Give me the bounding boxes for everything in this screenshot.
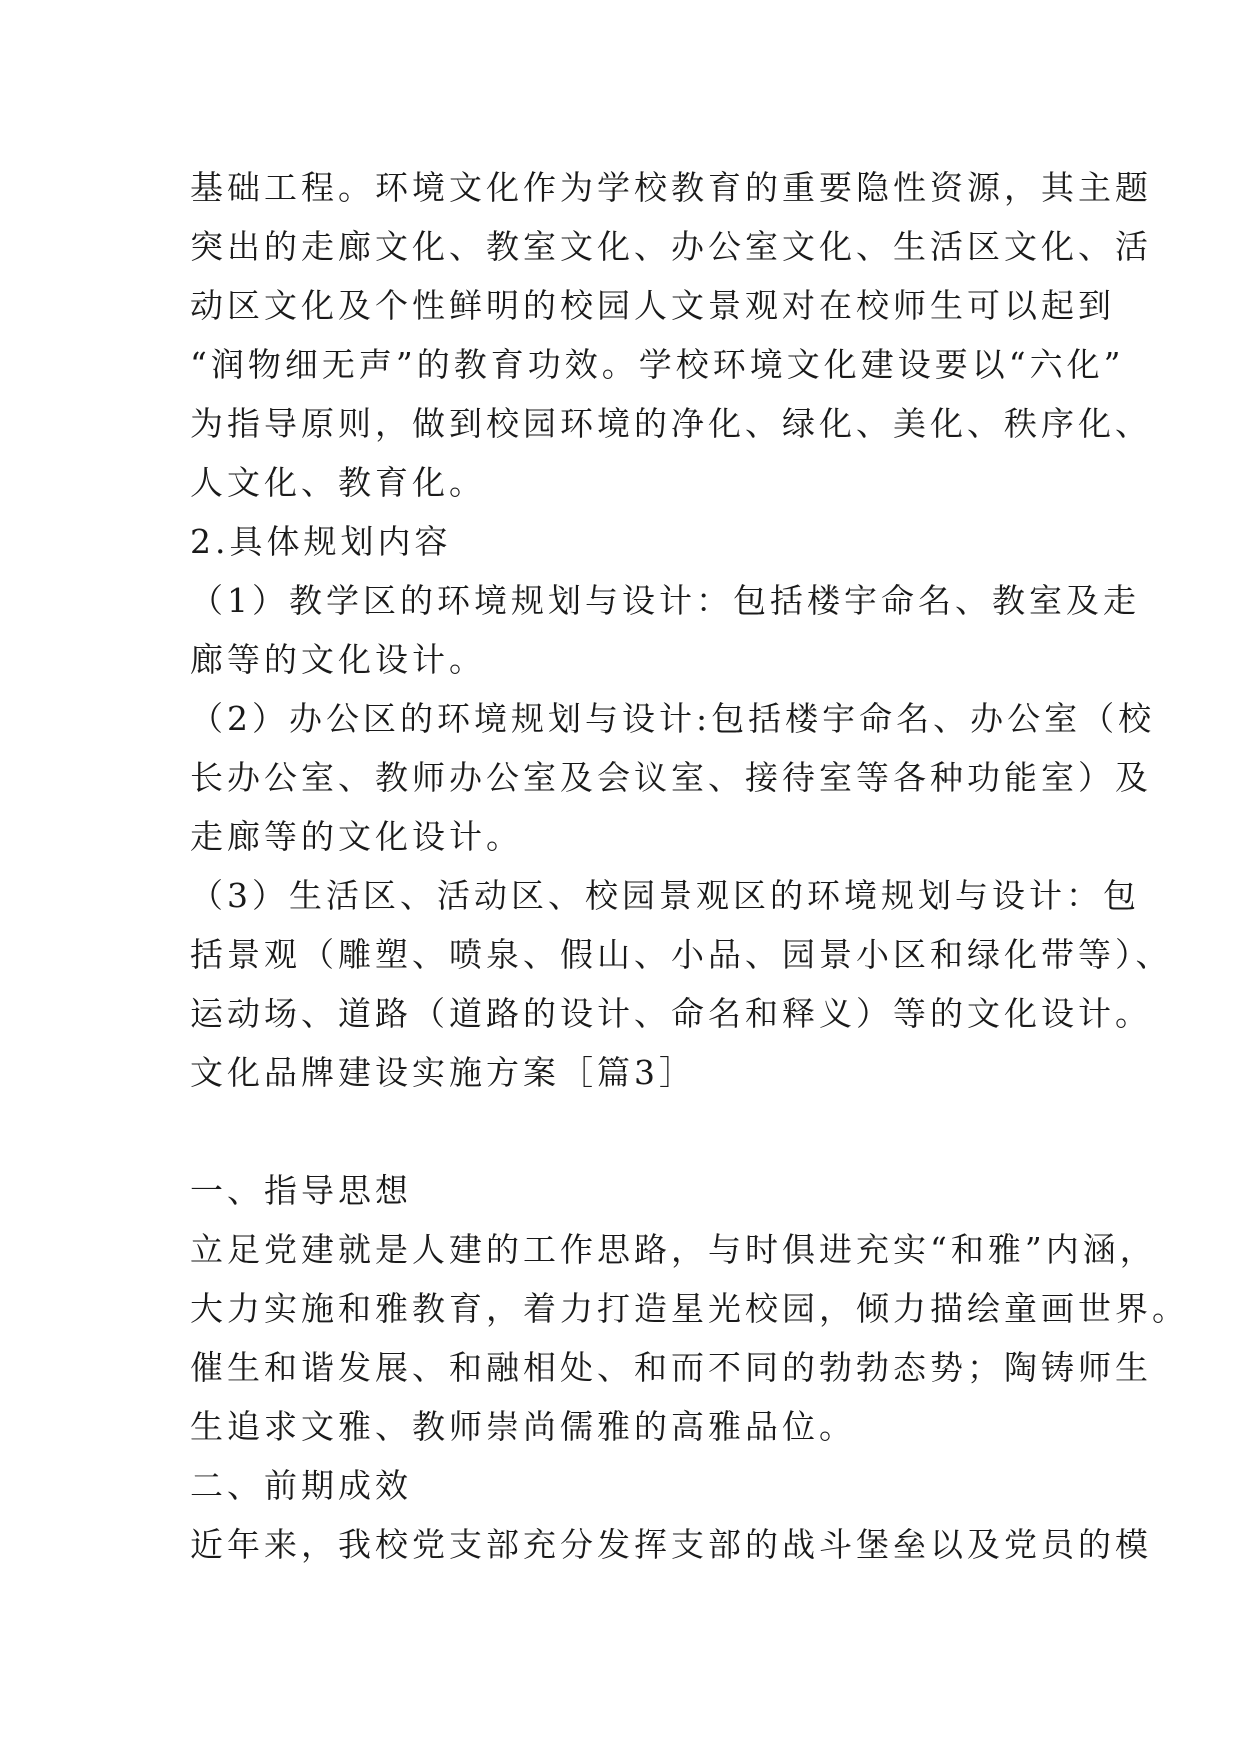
list-item-line: 走廊等的文化设计。 — [190, 817, 523, 856]
list-item-line: 长办公室、教师办公室及会议室、接待室等各种功能室）及 — [190, 758, 1152, 797]
list-item-line: （3）生活区、活动区、校园景观区的环境规划与设计：包 — [190, 876, 1140, 915]
list-item-line: （1）教学区的环境规划与设计：包括楼宇命名、教室及走 — [190, 581, 1140, 620]
document-body — [190, 158, 1189, 1574]
text-line: 大力实施和雅教育，着力打造星光校园，倾力描绘童画世界。 — [190, 1289, 1189, 1328]
list-item-line: 括景观（雕塑、喷泉、假山、小品、园景小区和绿化带等）、 — [190, 935, 1173, 974]
text-line: 突出的走廊文化、教室文化、办公室文化、生活区文化、活 — [190, 227, 1152, 266]
text-line: 动区文化及个性鲜明的校园人文景观对在校师生可以起到 — [190, 286, 1115, 325]
text-line: 近年来，我校党支部充分发挥支部的战斗堡垒以及党员的模 — [190, 1525, 1152, 1564]
text-line: 催生和谐发展、和融相处、和而不同的勃勃态势；陶铸师生 — [190, 1348, 1152, 1387]
section-heading: 一、指导思想 — [190, 1171, 412, 1210]
list-item-line: 廊等的文化设计。 — [190, 640, 486, 679]
text-line: 人文化、教育化。 — [190, 463, 486, 502]
list-item-line: 运动场、道路（道路的设计、命名和释义）等的文化设计。 — [190, 994, 1152, 1033]
blank-line — [190, 1102, 1060, 1161]
article-title: 文化品牌建设实施方案［篇3］ — [190, 1053, 696, 1092]
section-heading: 2.具体规划内容 — [190, 522, 452, 561]
text-line: 生追求文雅、教师崇尚儒雅的高雅品位。 — [190, 1407, 856, 1446]
list-item-line: （2）办公区的环境规划与设计:包括楼宇命名、办公室（校 — [190, 699, 1156, 738]
text-line: 立足党建就是人建的工作思路，与时俱进充实“和雅”内涵， — [190, 1230, 1157, 1269]
text-line: 基础工程。环境文化作为学校教育的重要隐性资源，其主题 — [190, 168, 1152, 207]
section-heading: 二、前期成效 — [190, 1466, 412, 1505]
text-line: “润物细无声”的教育功效。学校环境文化建设要以“六化” — [190, 345, 1125, 384]
text-line: 为指导原则，做到校园环境的净化、绿化、美化、秩序化、 — [190, 404, 1152, 443]
